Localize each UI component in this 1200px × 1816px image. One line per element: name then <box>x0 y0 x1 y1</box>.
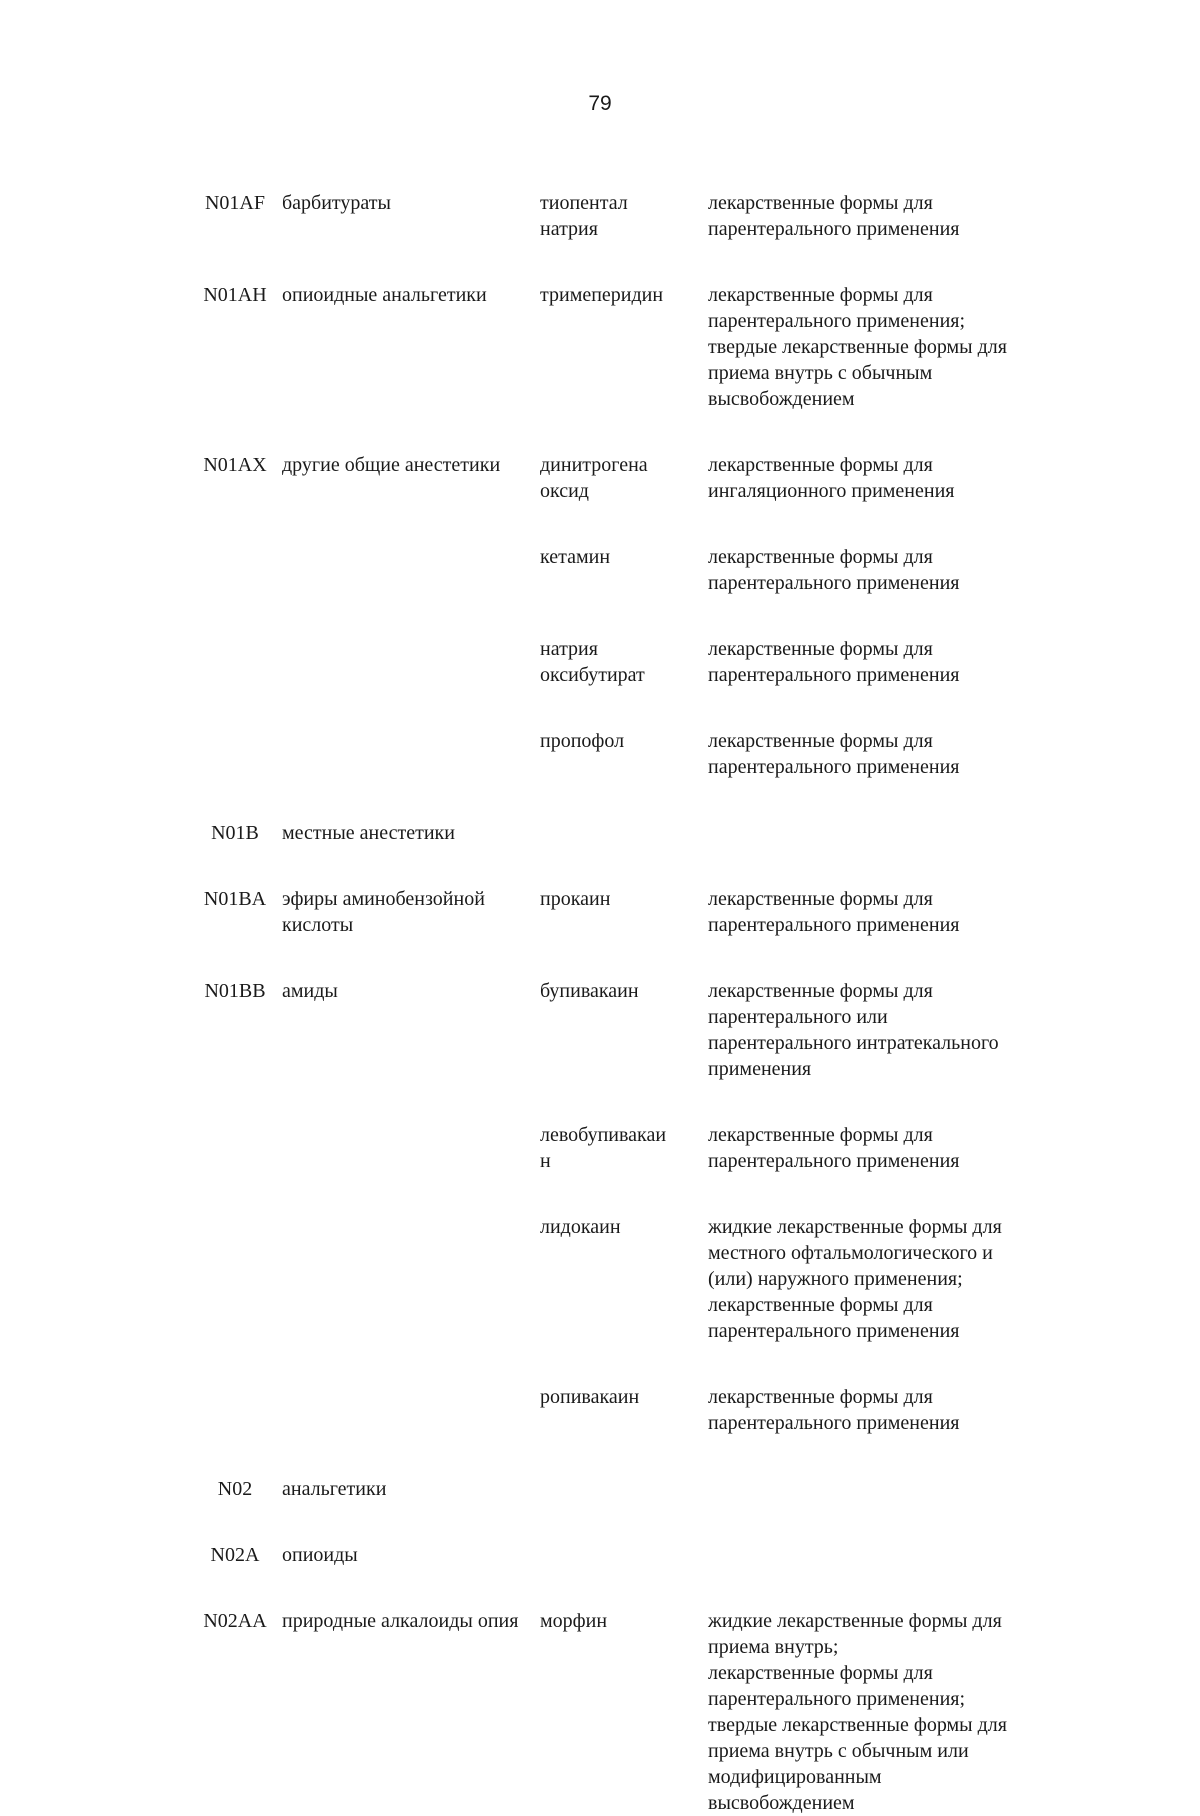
dosage-form: лекарственные формы для парентерального применения <box>708 638 960 686</box>
dosage-form: лекарственные формы для парентерального применения <box>708 888 960 936</box>
pharm-group: опиоиды <box>282 1544 358 1566</box>
atc-code: N01AX <box>203 454 267 476</box>
pharm-group: опиоидные анальгетики <box>282 284 487 306</box>
drug-name: лидокаин <box>540 1216 621 1238</box>
dosage-form: лекарственные формы для ингаляционного применения <box>708 454 955 502</box>
table-row <box>190 636 1070 688</box>
pharm-group: природные алкалоиды опия <box>282 1610 519 1632</box>
dosage-form: лекарственные формы для парентерального применения <box>708 546 960 594</box>
atc-code: N01B <box>211 822 259 844</box>
dosage-form: лекарственные формы для парентерального применения <box>708 192 960 240</box>
dosage-form: жидкие лекарственные формы для приема внутрь; лекарственные формы для парентерального применения; твердые лекарственные формы для приема внутрь с обычным или модифицированным высвобождением <box>708 1610 1007 1814</box>
drug-name: динитрогена оксид <box>540 454 648 502</box>
drug-name: бупивакаин <box>540 980 639 1002</box>
table-row <box>190 1542 1070 1568</box>
table-row <box>190 820 1070 846</box>
table-row <box>190 1214 1070 1344</box>
atc-code: N01AF <box>204 192 265 214</box>
atc-code: N02 <box>217 1478 253 1500</box>
dosage-form: лекарственные формы для парентерального применения <box>708 730 960 778</box>
atc-code: N02A <box>210 1544 260 1566</box>
drug-name: прокаин <box>540 888 611 910</box>
drug-name: тиопентал натрия <box>540 192 628 240</box>
table-row <box>190 886 1070 938</box>
atc-code: N01AH <box>203 284 267 306</box>
atc-code: N02AA <box>203 1610 267 1632</box>
page-number: 79 <box>588 92 612 115</box>
pharm-group: анальгетики <box>282 1478 387 1500</box>
pharm-group: местные анестетики <box>282 822 455 844</box>
dosage-form: лекарственные формы для парентерального применения <box>708 1124 960 1172</box>
table-row <box>190 728 1070 780</box>
drug-name: тримеперидин <box>540 284 664 306</box>
atc-code: N01BB <box>204 980 266 1002</box>
atc-code: N01BA <box>203 888 267 910</box>
drug-table <box>190 190 1070 1816</box>
table-row <box>190 978 1070 1082</box>
drug-name: натрия оксибутират <box>540 638 645 686</box>
table-row <box>190 1384 1070 1436</box>
drug-name: ропивакаин <box>540 1386 640 1408</box>
table-row <box>190 190 1070 242</box>
table-row <box>190 452 1070 504</box>
pharm-group: барбитураты <box>282 192 391 214</box>
pharm-group: амиды <box>282 980 338 1002</box>
table-row <box>190 1608 1070 1816</box>
table-row <box>190 1476 1070 1502</box>
pharm-group: другие общие анестетики <box>282 454 501 476</box>
drug-name: морфин <box>540 1610 608 1632</box>
dosage-form: жидкие лекарственные формы для местного офтальмологического и (или) наружного применения; лекарственные формы для парентерального применения <box>708 1216 1002 1342</box>
table-row <box>190 1122 1070 1174</box>
table-row <box>190 544 1070 596</box>
pharm-group: эфиры аминобензойной кислоты <box>282 888 485 936</box>
drug-name: кетамин <box>540 546 611 568</box>
drug-name: левобупивакаи н <box>540 1124 667 1172</box>
dosage-form: лекарственные формы для парентерального применения; твердые лекарственные формы для приема внутрь с обычным высвобождением <box>708 284 1007 410</box>
table-row <box>190 282 1070 412</box>
dosage-form: лекарственные формы для парентерального или парентерального интратекального применения <box>708 980 999 1080</box>
drug-name: пропофол <box>540 730 625 752</box>
dosage-form: лекарственные формы для парентерального применения <box>708 1386 960 1434</box>
